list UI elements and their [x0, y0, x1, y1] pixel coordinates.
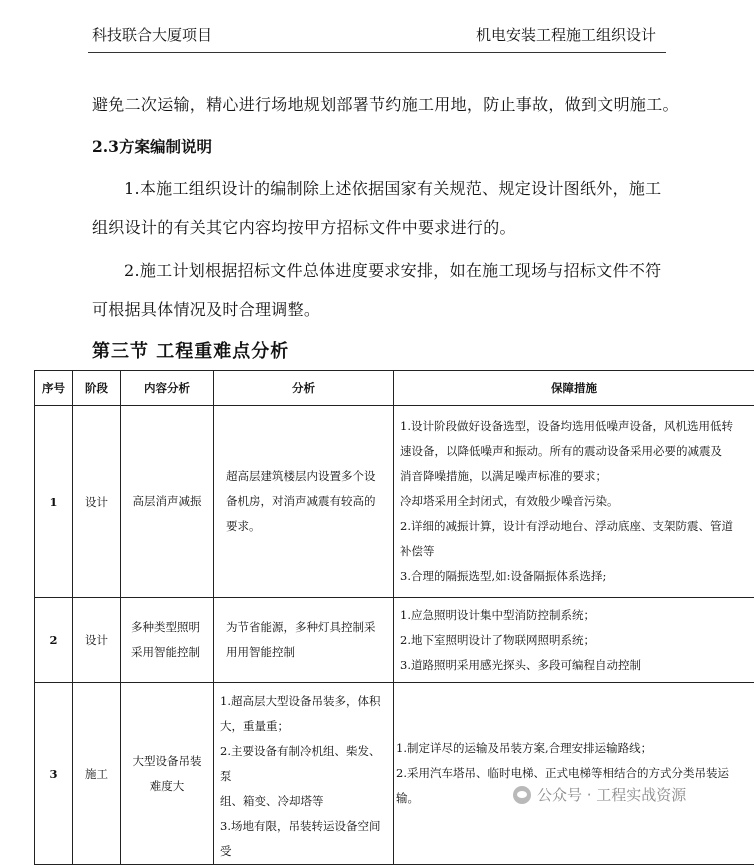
- row-stage: 设计: [73, 598, 121, 683]
- section-title: 2.3方案编制说明: [92, 135, 212, 157]
- measure-line: 1.应急照明设计集中型消防控制系统；: [400, 603, 748, 628]
- row-content: 高层消声减振: [121, 406, 214, 598]
- body-line: 避免二次运输，精心进行场地规划部署节约施工用地，防止事故，做到文明施工。: [92, 92, 679, 115]
- analysis-line: 1.超高层大型设备吊装多，体积: [220, 689, 387, 714]
- col-header-analysis: 分析: [214, 371, 394, 406]
- header-project-name: 科技联合大厦项目: [92, 24, 212, 45]
- row-measures: [394, 598, 754, 683]
- measure-line: 1.制定详尽的运输及吊装方案,合理安排运输路线；: [396, 736, 748, 761]
- paragraph-2-line-1: 2.施工计划根据招标文件总体进度要求安排，如在施工现场与招标文件不符: [124, 258, 661, 281]
- table-row: [35, 683, 754, 865]
- watermark: [513, 784, 686, 805]
- watermark-text: 公众号 · 工程实战资源: [537, 784, 686, 805]
- measure-line: 速设备，以降低噪声和振动。所有的震动设备采用必要的减震及: [400, 439, 748, 464]
- col-header-content: 内容分析: [121, 371, 214, 406]
- measure-line: 3.合理的隔振选型,如:设备隔振体系选择;: [400, 564, 748, 589]
- col-header-measures: 保障措施: [394, 371, 754, 406]
- measure-line: 1.设计阶段做好设备选型，设备均选用低噪声设备，风机选用低转: [400, 414, 748, 439]
- row-measures: [394, 406, 754, 598]
- table-row: [35, 406, 754, 598]
- measure-line: 补偿等: [400, 539, 748, 564]
- header-rule: [88, 52, 666, 53]
- row-number: 1: [35, 406, 73, 598]
- chapter-title: 第三节 工程重难点分析: [92, 337, 289, 363]
- row-number: 3: [35, 683, 73, 865]
- analysis-line: 组、箱变、冷却塔等: [220, 789, 387, 814]
- measure-line: 3.道路照明采用感光探头、多段可编程自动控制: [400, 653, 748, 678]
- row-analysis: [214, 683, 394, 865]
- table-row: [35, 598, 754, 683]
- measure-line: 冷却塔采用全封闭式，有效般少噪音污染。: [400, 489, 748, 514]
- wechat-icon: [513, 786, 531, 804]
- measure-line: 2.详细的减振计算，设计有浮动地台、浮动底座、支架防震、管道: [400, 514, 748, 539]
- row-content: 多种类型照明采用智能控制: [121, 598, 214, 683]
- analysis-line: 3.场地有限，吊装转运设备空间受: [220, 814, 387, 864]
- col-header-no: 序号: [35, 371, 73, 406]
- measure-line: 2.地下室照明设计了物联网照明系统；: [400, 628, 748, 653]
- row-analysis: 为节省能源，多种灯具控制采用用智能控制: [214, 598, 394, 683]
- paragraph-1-line-1: 1.本施工组织设计的编制除上述依据国家有关规范、规定设计图纸外，施工: [124, 176, 661, 199]
- table-header-row: [35, 371, 754, 406]
- row-content: 大型设备吊装难度大: [121, 683, 214, 865]
- col-header-stage: 阶段: [73, 371, 121, 406]
- row-analysis: 超高层建筑楼层内设置多个设备机房，对消声减震有较高的要求。: [214, 406, 394, 598]
- paragraph-1-line-2: 组织设计的有关其它内容均按甲方招标文件中要求进行的。: [92, 215, 516, 238]
- row-measures: [394, 683, 754, 865]
- analysis-line: 大，重量重；: [220, 714, 387, 739]
- row-number: 2: [35, 598, 73, 683]
- measure-line: 2.采用汽车塔吊、临时电梯、正式电梯等相结合的方式分类吊装运输。: [396, 761, 748, 811]
- row-stage: 设计: [73, 406, 121, 598]
- analysis-line: 2.主要设备有制冷机组、柴发、泵: [220, 739, 387, 789]
- measure-line: 消音降噪措施，以满足噪声标准的要求；: [400, 464, 748, 489]
- row-stage: 施工: [73, 683, 121, 865]
- paragraph-2-line-2: 可根据具体情况及时合理调整。: [92, 297, 320, 320]
- header-document-title: 机电安装工程施工组织设计: [476, 24, 656, 45]
